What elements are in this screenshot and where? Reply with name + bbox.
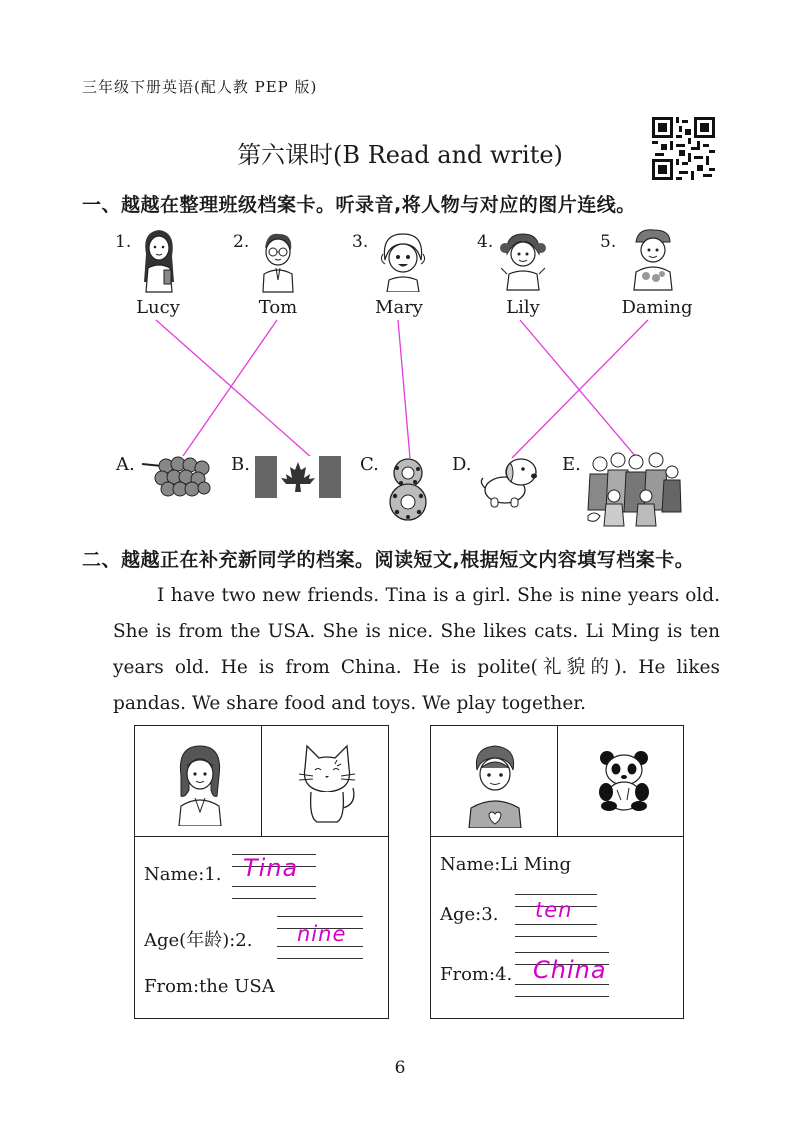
section-2-title: 二、越越正在补充新同学的档案。阅读短文,根据短文内容填写档案卡。	[82, 549, 695, 571]
person-name: Lucy	[136, 297, 180, 318]
writing-guide-line	[515, 894, 597, 895]
dog-icon	[477, 452, 545, 510]
section-1-title: 一、越越在整理班级档案卡。听录音,将人物与对应的图片连线。	[82, 194, 636, 216]
card-divider	[261, 726, 262, 836]
number-eight-icon	[383, 456, 433, 522]
grapes-icon	[140, 452, 212, 500]
writing-guide-line	[515, 936, 597, 937]
card-divider	[135, 836, 388, 837]
age-answer[interactable]: ten	[535, 898, 573, 922]
name-answer[interactable]: Tina	[243, 854, 299, 882]
option-letter: D.	[452, 454, 472, 475]
from-answer[interactable]: China	[533, 956, 607, 984]
writing-guide-line	[515, 984, 609, 985]
name-label: Name:Li Ming	[440, 854, 572, 875]
family-icon	[584, 450, 682, 528]
person-number: 2.	[233, 232, 250, 252]
age-answer[interactable]: nine	[297, 922, 347, 946]
person-number: 3.	[352, 232, 369, 252]
option-letter: C.	[360, 454, 379, 475]
match-line-lucy-b	[156, 320, 312, 458]
age-label: Age(年龄):2.	[144, 930, 253, 951]
person-name: Tom	[258, 297, 298, 318]
profile-card-tina	[134, 725, 389, 1019]
panda-icon	[595, 748, 653, 812]
from-label: From:the USA	[144, 976, 275, 997]
cat-icon	[295, 738, 359, 826]
canada-flag-icon	[255, 456, 341, 498]
card-divider	[431, 836, 683, 837]
writing-guide-line	[515, 996, 609, 997]
person-name: Lily	[506, 297, 540, 318]
writing-guide-line	[277, 916, 363, 917]
match-line-lily-e	[520, 320, 637, 458]
boy-icon	[465, 740, 525, 828]
name-label: Name:1.	[144, 864, 222, 885]
writing-guide-line	[277, 946, 363, 947]
book-title: 三年级下册英语(配人教 PEP 版)	[82, 78, 318, 96]
writing-guide-line	[232, 886, 316, 887]
option-letter: B.	[231, 454, 250, 475]
option-letter: A.	[116, 454, 135, 475]
person-number: 4.	[477, 232, 494, 252]
card-divider	[557, 726, 558, 836]
age-label: Age:3.	[440, 904, 499, 925]
writing-guide-line	[515, 924, 597, 925]
person-number: 5.	[600, 232, 617, 252]
match-line-mary-c	[398, 320, 410, 458]
person-name: Daming	[621, 297, 693, 318]
person-name: Mary	[375, 297, 423, 318]
match-line-daming-d	[512, 320, 648, 458]
writing-guide-line	[277, 958, 363, 959]
profile-card-li-ming	[430, 725, 684, 1019]
reading-passage	[113, 578, 720, 722]
passage-text: I have two new friends. Tina is a girl. She is nine years old. She is from the USA. She is nice. She likes cats. Li Ming is ten years old. He is from China. He is polite(礼貌的). He likes pandas. We share food and toys. We play together.	[113, 585, 720, 714]
page-number: 6	[394, 1058, 406, 1078]
lesson-title: 第六课时(B Read and write)	[237, 141, 563, 169]
writing-guide-line	[232, 898, 316, 899]
match-line-tom-a	[183, 320, 277, 456]
writing-guide-line	[515, 952, 609, 953]
option-letter: E.	[562, 454, 581, 475]
person-number: 1.	[115, 232, 132, 252]
girl-icon	[173, 740, 227, 826]
from-label: From:4.	[440, 964, 513, 985]
